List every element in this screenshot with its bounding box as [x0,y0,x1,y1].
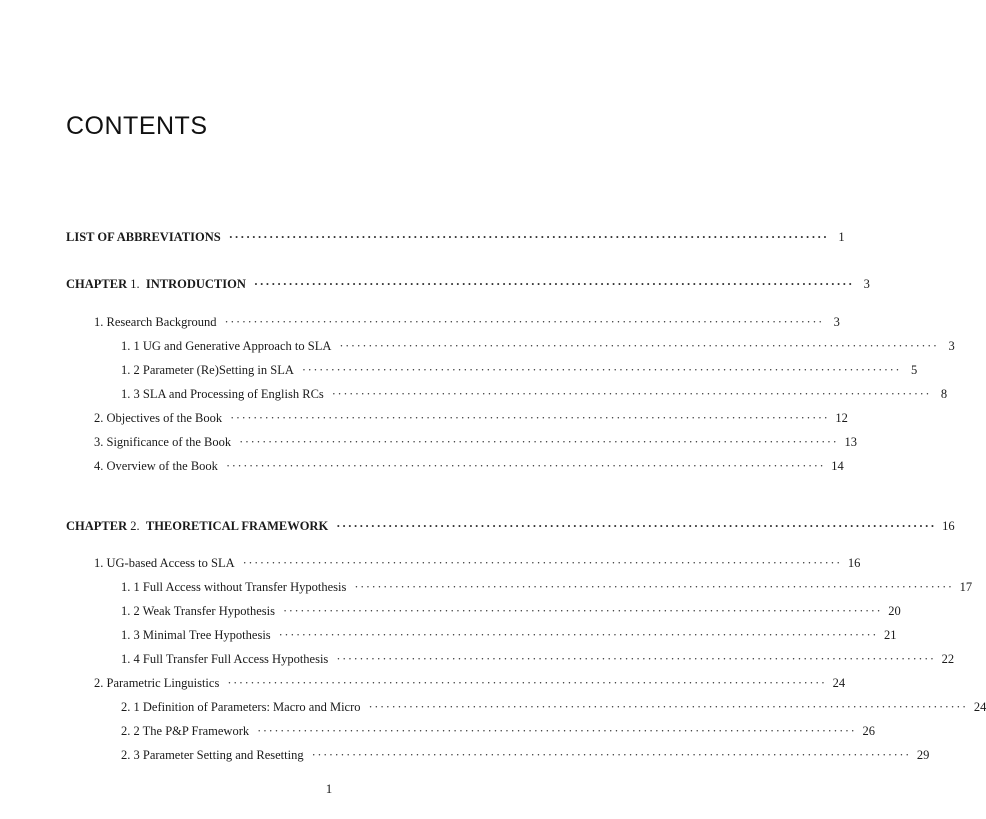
toc-entry-page: 16 [847,556,861,570]
toc-entry-subsection[interactable] [121,579,973,595]
dot-leader: ········································································································ [242,556,842,570]
toc-entry-label: 1. 2 Parameter (Re)Setting in SLA [121,363,294,377]
toc-entry-subsection[interactable] [121,627,897,643]
toc-entry-page: 1 [838,230,845,244]
dot-leader: ········································································································ [331,387,932,401]
toc-entry-label: 1. UG-based Access to SLA [94,556,235,570]
toc-entry-page: 24 [973,700,986,714]
dot-leader: ········································································································ [278,628,878,642]
toc-entry-page: 8 [940,387,948,401]
dot-leader: ········································································································ [336,652,936,666]
toc-entry-page: 14 [831,459,844,473]
toc-entry-label: 1. 3 Minimal Tree Hypothesis [121,628,271,642]
toc-entry-label: 2. 1 Definition of Parameters: Macro and Micro [121,700,361,714]
toc-entry-subsection[interactable] [121,699,986,715]
toc-entry-label: LIST OF ABBREVIATIONS [66,230,221,244]
toc-entry-subsection[interactable] [121,603,901,619]
page-title: CONTENTS [66,112,208,140]
toc-entry-page: 22 [941,652,955,666]
toc-entry-label: 4. Overview of the Book [94,459,218,473]
toc-entry-label [66,518,328,534]
dot-leader: ········································································································ [301,363,902,377]
toc-entry-label: 2. 3 Parameter Setting and Resetting [121,748,304,762]
dot-leader: ········································································································ [311,748,911,762]
toc-entry-label: 1. 1 UG and Generative Approach to SLA [121,339,332,353]
toc-entry-page: 5 [910,363,918,377]
dot-leader: ········································································································ [336,519,937,533]
dot-leader: ········································································································ [354,580,954,594]
dot-leader: ········································································································ [368,700,968,714]
toc-entry-abbreviations[interactable] [66,229,845,245]
toc-entry-subsection[interactable] [121,651,955,667]
toc-entry-page: 12 [835,411,848,425]
toc-entry-subsection[interactable] [121,386,948,402]
chapter-title: THEORETICAL FRAMEWORK [145,519,329,533]
toc-entry-label: 1. 1 Full Access without Transfer Hypothesis [121,580,347,594]
toc-entry-label [66,276,246,292]
toc-entry-page: 17 [959,580,973,594]
toc-entry-section[interactable] [94,434,857,450]
page-number: 1 [325,781,333,796]
chapter-prefix: CHAPTER [66,277,128,291]
toc-entry-label: 2. Parametric Linguistics [94,676,220,690]
toc-entry-subsection[interactable] [121,747,930,763]
toc-entry-page: 21 [883,628,897,642]
dot-leader: ········································································································ [224,315,824,329]
toc-entry-label: 2. Objectives of the Book [94,411,223,425]
toc-entry-page: 3 [833,315,840,329]
toc-entry-chapter-1[interactable] [66,276,870,292]
toc-entry-page: 26 [862,724,875,738]
chapter-title: INTRODUCTION [145,277,246,291]
toc-entry-page: 29 [916,748,930,762]
toc-entry-page: 20 [888,604,901,618]
toc-entry-section[interactable] [94,410,848,426]
toc-entry-label: 1. 4 Full Transfer Full Access Hypothesis [121,652,329,666]
toc-entry-label: 1. Research Background [94,315,217,329]
toc-entry-label: 1. 2 Weak Transfer Hypothesis [121,604,275,618]
chapter-number: 2. [130,519,140,533]
toc-entry-section[interactable] [94,675,846,691]
toc-entry-label: 1. 3 SLA and Processing of English RCs [121,387,324,401]
dot-leader: ········································································································ [225,459,826,473]
dot-leader: ········································································································ [339,339,939,353]
toc-entry-page: 13 [844,435,857,449]
dot-leader: ········································································································ [239,435,839,449]
toc-entry-subsection[interactable] [121,723,875,739]
toc-entry-page: 3 [863,277,870,291]
dot-leader: ········································································································ [227,676,827,690]
toc-entry-chapter-2[interactable] [66,518,955,534]
toc-entry-subsection[interactable] [121,338,955,354]
toc-entry-section[interactable] [94,555,861,571]
toc-entry-page: 16 [942,519,955,533]
toc-entry-section[interactable] [94,314,840,330]
toc-entry-label: 3. Significance of the Book [94,435,232,449]
dot-leader: ········································································································ [230,411,830,425]
toc-entry-section[interactable] [94,458,844,474]
dot-leader: ········································································································ [253,277,854,291]
toc-entry-page: 24 [832,676,846,690]
chapter-number: 1. [130,277,140,291]
toc-entry-subsection[interactable] [121,362,918,378]
dot-leader: ········································································································ [282,604,883,618]
toc-entry-page: 3 [948,339,955,353]
dot-leader: ········································································································ [257,724,857,738]
dot-leader: ········································································································ [228,230,829,244]
chapter-prefix: CHAPTER [66,519,128,533]
toc-entry-label: 2. 2 The P&P Framework [121,724,250,738]
